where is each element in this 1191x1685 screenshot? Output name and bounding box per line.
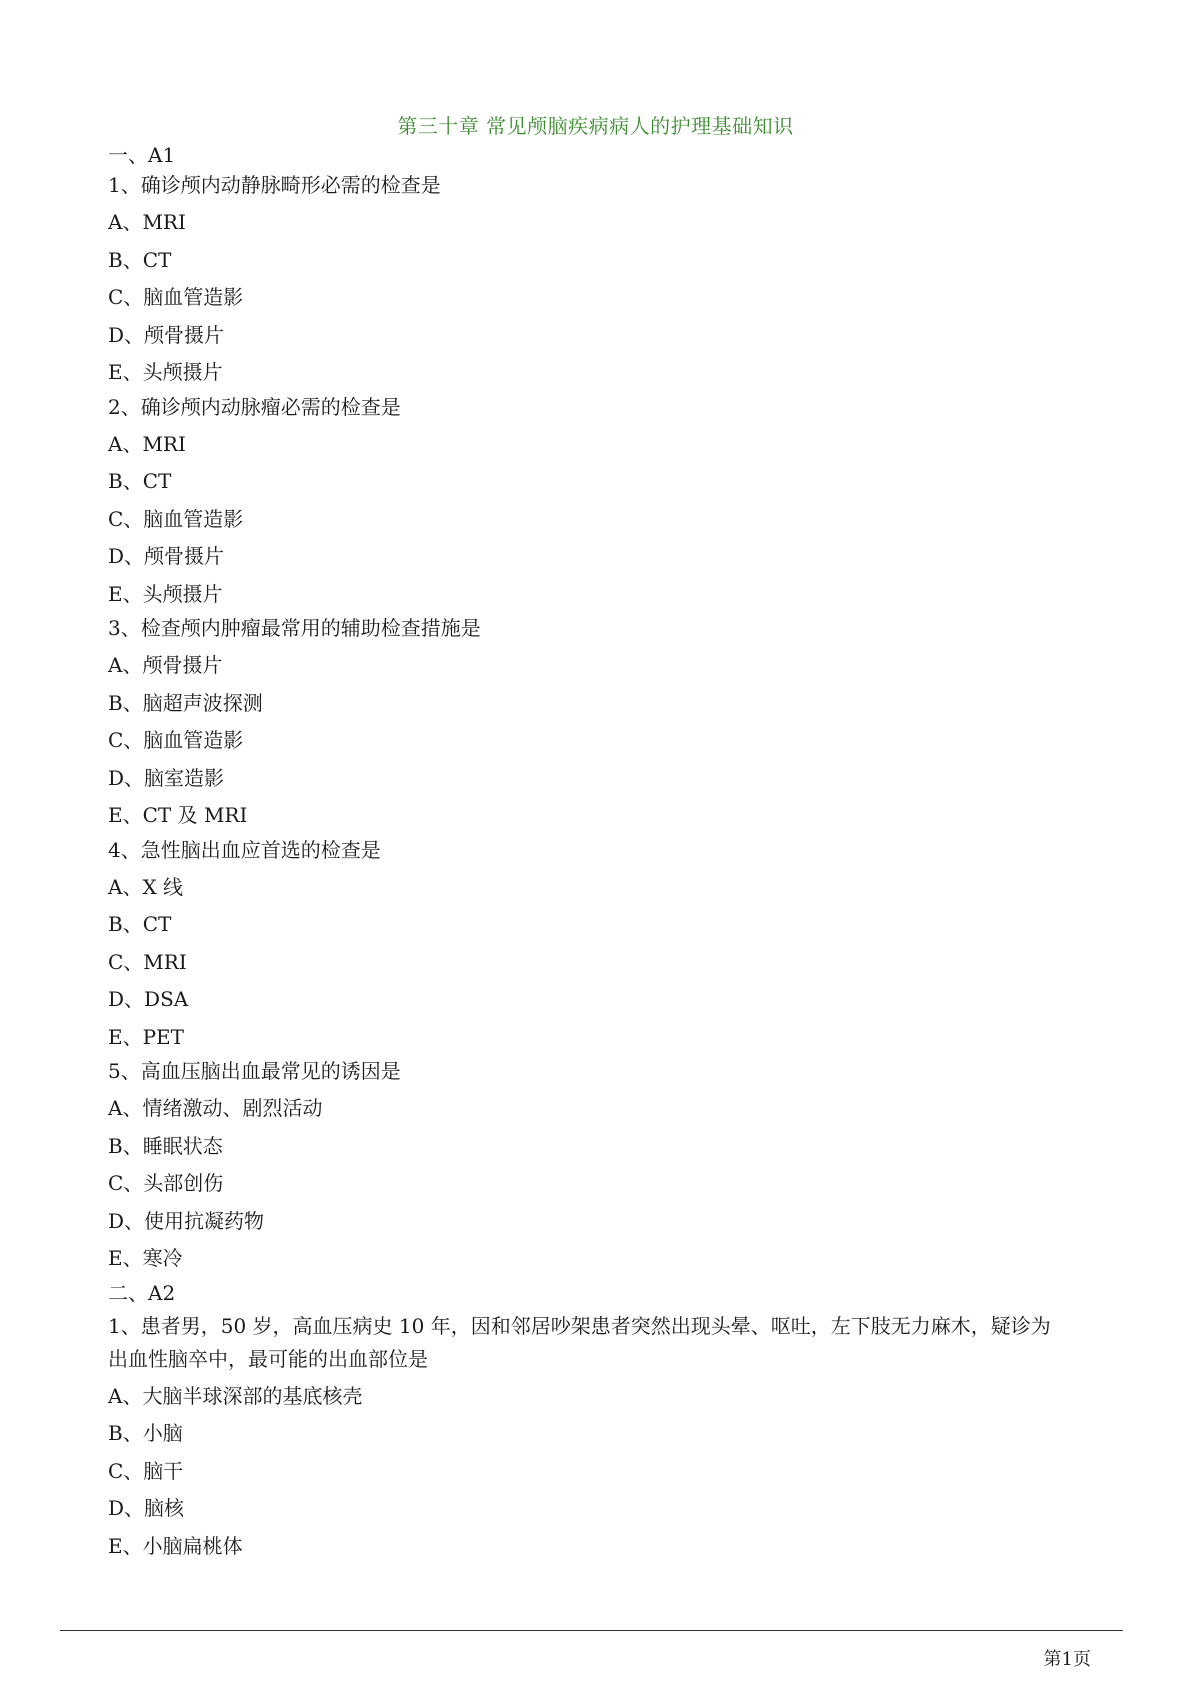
answer-option: A、大脑半球深部的基底核壳 — [108, 1383, 363, 1408]
answer-option: D、颅骨摄片 — [108, 322, 225, 347]
answer-option: B、CT — [108, 469, 172, 493]
answer-option: A、MRI — [108, 210, 186, 234]
answer-option: C、脑血管造影 — [108, 285, 244, 309]
answer-option: C、脑血管造影 — [108, 506, 244, 531]
answer-option: D、脑室造影 — [108, 765, 225, 790]
answer-option: D、使用抗凝药物 — [108, 1208, 265, 1233]
question-stem-continuation: 出血性脑卒中，最可能的出血部位是 — [108, 1346, 428, 1371]
answer-option: E、寒冷 — [108, 1246, 183, 1270]
answer-option: E、PET — [108, 1024, 184, 1049]
answer-option: C、头部创伤 — [108, 1171, 224, 1195]
answer-option: C、脑干 — [108, 1458, 184, 1483]
answer-option: B、睡眠状态 — [108, 1133, 223, 1158]
answer-option: D、DSA — [108, 987, 189, 1011]
question-stem: 2、确诊颅内动脉瘤必需的检查是 — [108, 394, 401, 419]
question-stem: 5、高血压脑出血最常见的诱因是 — [108, 1059, 401, 1083]
answer-option: E、CT 及 MRI — [108, 803, 248, 827]
answer-option: B、小脑 — [108, 1421, 183, 1445]
answer-option: C、脑血管造影 — [108, 728, 244, 752]
answer-option: A、X 线 — [108, 874, 184, 899]
answer-option: E、小脑扁桃体 — [108, 1533, 243, 1558]
question-stem: 3、检查颅内肿瘤最常用的辅助检查措施是 — [108, 616, 481, 640]
document-body — [108, 140, 1093, 1565]
answer-option: E、头颅摄片 — [108, 360, 223, 384]
answer-option: B、CT — [108, 247, 172, 272]
question-stem: 4、急性脑出血应首选的检查是 — [108, 837, 381, 862]
page-number: 第1页 — [1043, 1649, 1091, 1670]
question-stem: 1、确诊颅内动静脉畸形必需的检查是 — [108, 173, 441, 197]
section-heading-a2: 二、A2 — [108, 1280, 176, 1305]
answer-option: D、脑核 — [108, 1496, 185, 1520]
footer-divider — [60, 1630, 1123, 1631]
question-stem: 1、患者男，50 岁，高血压病史 10 年，因和邻居吵架患者突然出现头晕、呕吐，左下肢无力麻木，疑诊为 — [108, 1313, 1051, 1338]
answer-option: B、CT — [108, 912, 172, 936]
answer-option: D、颅骨摄片 — [108, 544, 225, 568]
chapter-title: 第三十章 常见颅脑疾病病人的护理基础知识 — [397, 114, 794, 138]
answer-option: A、颅骨摄片 — [108, 653, 223, 677]
answer-option: B、脑超声波探测 — [108, 690, 263, 715]
answer-option: C、MRI — [108, 949, 187, 974]
answer-option: E、头颅摄片 — [108, 581, 223, 606]
section-heading-a1: 一、A1 — [108, 143, 176, 167]
answer-option: A、MRI — [108, 431, 186, 456]
answer-option: A、情绪激动、剧烈活动 — [108, 1096, 323, 1120]
